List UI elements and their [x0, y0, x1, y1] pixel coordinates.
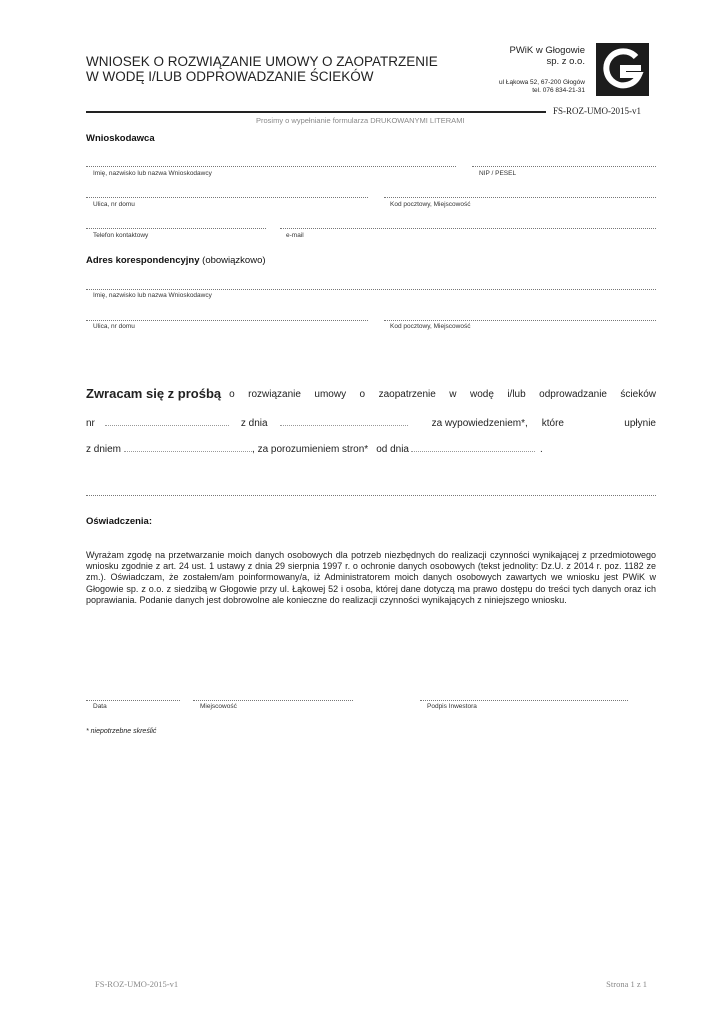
contract-date-field[interactable] — [280, 416, 408, 426]
signature-place-field[interactable] — [193, 700, 353, 701]
company-address — [425, 79, 585, 95]
request-ktore: które — [541, 418, 564, 429]
request-uplynie: upłynie — [624, 418, 656, 429]
applicant-phone-field[interactable] — [86, 228, 266, 229]
form-title-line2: W WODĘ I/LUB ODPROWADZANIE ŚCIEKÓW — [86, 69, 374, 84]
applicant-email-field[interactable] — [280, 228, 656, 229]
declarations-heading: Oświadczenia: — [86, 516, 152, 527]
request-za-wypowiedzeniem[interactable]: za wypowiedzeniem*, — [431, 418, 528, 429]
logo-g-icon — [596, 43, 649, 96]
request-od-dnia-label: od dnia — [376, 444, 409, 455]
applicant-heading: Wnioskodawca — [86, 133, 155, 144]
footer-code: FS-ROZ-UMO-2015-v1 — [95, 979, 179, 989]
instruction-note: Prosimy o wypełnianie formularza DRUKOWANYMI LITERAMI — [256, 116, 465, 125]
applicant-name-label: Imię, nazwisko lub nazwa Wnioskodawcy — [93, 170, 212, 177]
signature-sign-label: Podpis Inwestora — [427, 703, 477, 710]
request-lead: Zwracam się z prośbą — [86, 386, 222, 401]
signature-sign-field[interactable] — [420, 700, 628, 701]
applicant-nip-field[interactable] — [472, 166, 656, 167]
signature-place-label: Miejscowość — [200, 703, 237, 710]
request-z-dniem-label: z dniem — [86, 444, 122, 455]
declarations-text: Wyrażam zgodę na przetwarzanie moich danych osobowych dla potrzeb niezbędnych do realizacji czynności wynikającej z przedmiotowego wniosku zgodnie z art. 24 ust. 1 ustawy z dnia 29 sierpnia 1997 r. o ochronie danych osobowych (tekst jednolity: Dz.U. z 2014 r. poz. 1182 ze zm.). Oświadczam, że zostałem/am poinformowany/a, iż Administratorem moich danych osobowych zawartych we wniosku jest PWiK w Głogowie sp. z o.o. z siedzibą w Głogowie przy ul. Łąkowej 52 i osoba, której dane dotyczą ma prawo dostępu do treści tych danych oraz ich poprawiania. Podanie danych jest dobrowolne ale konieczne do realizacji czynności wynikających z niniejszego wniosku. — [86, 550, 656, 605]
company-name-line2: sp. z o.o. — [546, 56, 585, 67]
request-nr-label: nr — [86, 418, 95, 429]
correspondence-name-label: Imię, nazwisko lub nazwa Wnioskodawcy — [93, 292, 212, 299]
company-address-line2: tel. 076 834-21-31 — [532, 87, 585, 94]
correspondence-heading-text: Adres korespondencyjny — [86, 255, 200, 266]
correspondence-street-field[interactable] — [86, 320, 368, 321]
applicant-name-field[interactable] — [86, 166, 456, 167]
applicant-street-field[interactable] — [86, 197, 368, 198]
applicant-street-label: Ulica, nr domu — [93, 201, 135, 208]
contract-number-field[interactable] — [105, 416, 229, 426]
footnote: * niepotrzebne skreślić — [86, 728, 157, 735]
applicant-phone-label: Telefon kontaktowy — [93, 232, 149, 239]
signature-date-field[interactable] — [86, 700, 180, 701]
form-title-line1: WNIOSEK O ROZWIĄZANIE UMOWY O ZAOPATRZENIE — [86, 54, 438, 69]
applicant-nip-label: NIP / PESEL — [479, 170, 517, 177]
request-extra-field[interactable] — [86, 495, 656, 496]
company-name — [425, 45, 585, 67]
correspondence-postal-label: Kod pocztowy, Miejscowość — [390, 323, 471, 330]
request-line-1 — [86, 386, 656, 401]
company-address-line1: ul Łąkowa 52, 67-200 Głogów — [498, 79, 585, 86]
company-name-line1: PWiK w Głogowie — [509, 45, 585, 56]
request-line1-text: o rozwiązanie umowy o zaopatrzenie w wodę i/lub odprowadzanie ścieków — [229, 389, 656, 400]
form-code: FS-ROZ-UMO-2015-v1 — [553, 106, 642, 116]
company-logo-g — [596, 43, 649, 96]
correspondence-postal-field[interactable] — [384, 320, 656, 321]
request-end-dot: . — [540, 444, 543, 455]
termination-date-field[interactable] — [124, 442, 252, 452]
header-divider — [86, 111, 546, 113]
request-line-2 — [86, 416, 656, 429]
footer-page: Strona 1 z 1 — [606, 979, 647, 989]
request-line-3 — [86, 442, 656, 455]
signature-date-label: Data — [93, 703, 107, 710]
applicant-postal-label: Kod pocztowy, Miejscowość — [390, 201, 471, 208]
correspondence-heading-note: (obowiązkowo) — [202, 255, 266, 266]
agreement-date-field[interactable] — [411, 442, 535, 452]
request-porozumieniem[interactable]: , za porozumieniem stron* — [252, 444, 369, 455]
correspondence-name-field[interactable] — [86, 289, 656, 290]
applicant-postal-field[interactable] — [384, 197, 656, 198]
correspondence-heading — [86, 255, 266, 266]
applicant-email-label: e-mail — [286, 232, 304, 239]
request-z-dnia-label: z dnia — [240, 418, 268, 429]
correspondence-street-label: Ulica, nr domu — [93, 323, 135, 330]
